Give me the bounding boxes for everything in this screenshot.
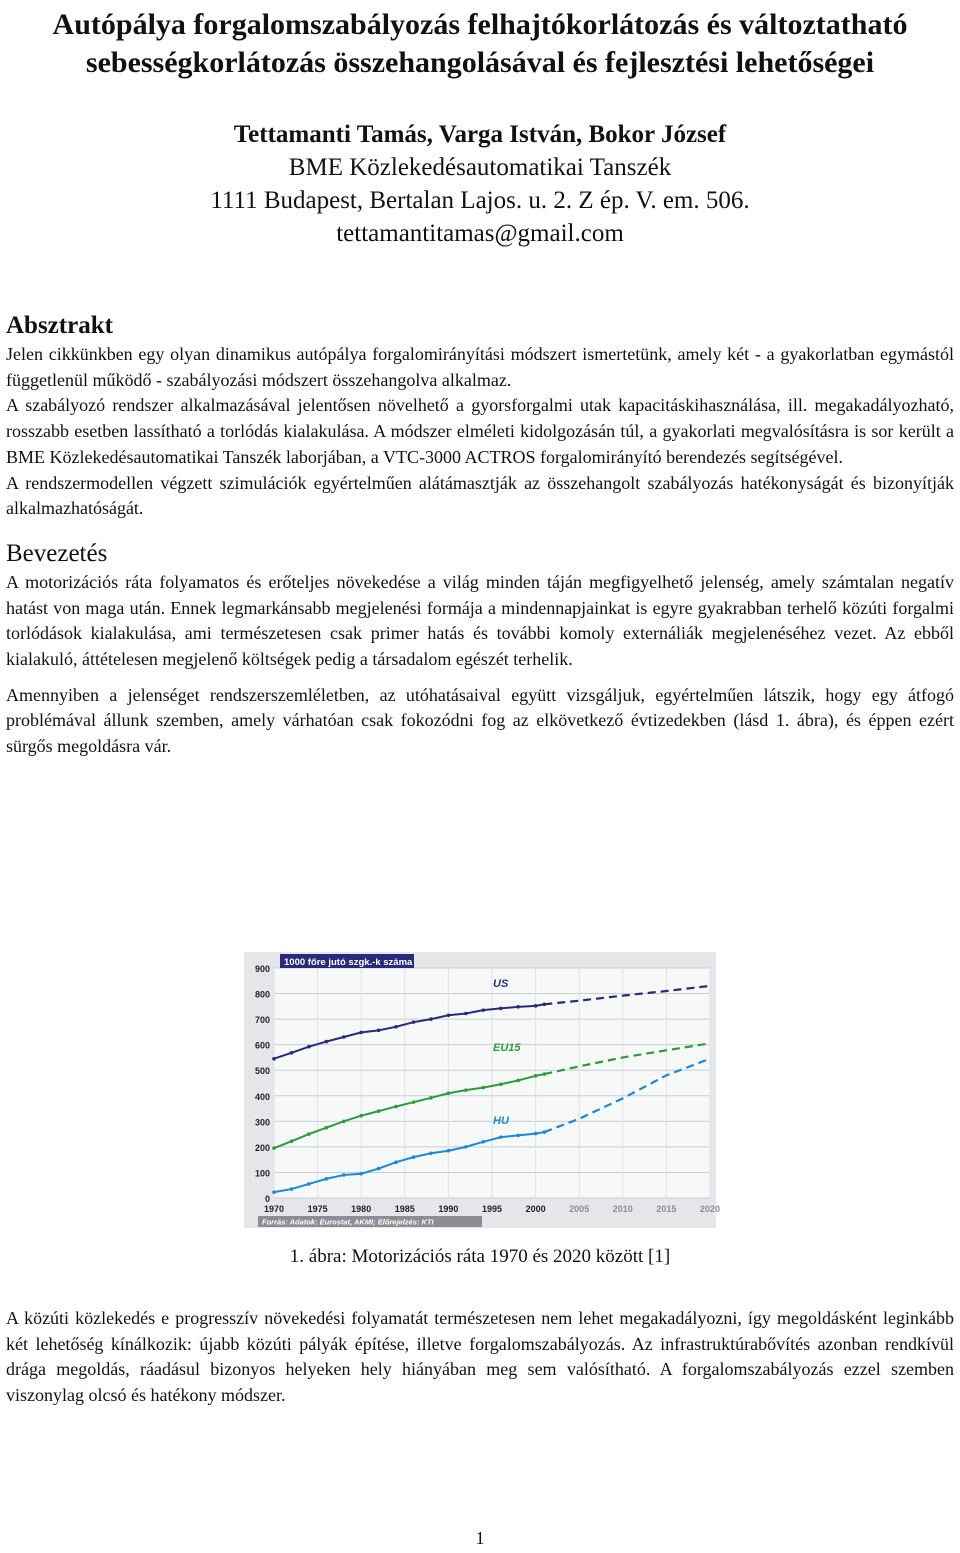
email: tettamantitamas@gmail.com: [336, 220, 624, 247]
x-tick-label: 2005: [569, 1204, 590, 1214]
page-number: 1: [475, 1528, 485, 1548]
body-continued: [6, 1306, 954, 1409]
x-tick-label: 2000: [525, 1204, 546, 1214]
y-tick-label: 300: [254, 1117, 270, 1128]
data-point: [499, 1135, 503, 1139]
x-tick-label: 1975: [307, 1204, 328, 1214]
x-tick-label: 1995: [481, 1204, 503, 1214]
y-tick-label: 0: [264, 1194, 270, 1204]
data-point: [359, 1114, 363, 1118]
data-point: [307, 1045, 311, 1049]
chart-svg: [244, 952, 721, 1228]
data-point: [464, 1145, 468, 1149]
intro-heading: Bevezetés: [6, 539, 108, 567]
series-label: HU: [493, 1114, 509, 1127]
address: 1111 Budapest, Bertalan Lajos. u. 2. Z ép. V. em. 506.: [210, 187, 750, 214]
x-tick-label: 1980: [351, 1204, 372, 1214]
data-point: [325, 1040, 329, 1044]
data-point: [481, 1140, 485, 1144]
data-point: [464, 1088, 468, 1092]
series-label: EU15: [493, 1042, 521, 1055]
data-point: [464, 1012, 468, 1016]
x-tick-label: 1990: [438, 1204, 459, 1214]
data-point: [325, 1177, 329, 1181]
data-point: [272, 1146, 276, 1150]
data-point: [394, 1160, 398, 1164]
body-paragraph: A közúti közlekedés e progresszív növekedési folyamatát természetesen nem lehet megakadályozni, így megoldásként leginkább két lehetőség kínálkozik: újabb közúti pályák építése, illetve forgalomszabályozás. Az infrastruktúrabővítés azonban rendkívül drága megoldás, ráadásul bizonyos helyeken hely hiányában meg sem valósítható. A forgalomszabályozás ezzel szemben viszonylag olcsó és hatékony módszer.: [6, 1308, 954, 1406]
intro-paragraph: Amennyiben a jelenséget rendszerszemléletben, az utóhatásaival együtt vizsgáljuk, egyértelműen látszik, hogy egy átfogó problémával állunk szemben, amely várhatóan csak fokozódni fog az elkövetkező évtizedekben (lásd 1. ábra), és éppen ezért sürgős megoldásra vár.: [6, 684, 954, 757]
data-point: [359, 1172, 363, 1176]
y-tick-label: 100: [254, 1168, 270, 1179]
intro-body: [6, 570, 954, 760]
abstract-paragraph: A rendszermodellen végzett szimulációk egyértelműen alátámasztják az összehangolt szabályozás hatékonyságát és bizonyítják alkalmazhatóságát.: [6, 472, 954, 519]
y-tick-label: 900: [254, 964, 270, 974]
abstract-heading: Absztrakt: [6, 312, 113, 339]
data-point: [342, 1173, 346, 1177]
data-point: [429, 1096, 433, 1100]
x-tick-label: 1985: [394, 1204, 415, 1214]
data-point: [534, 1132, 538, 1136]
data-point: [499, 1082, 503, 1086]
data-point: [481, 1008, 485, 1012]
x-tick-label: 2010: [612, 1204, 633, 1214]
data-point: [290, 1187, 294, 1191]
data-point: [447, 1013, 451, 1017]
data-point: [377, 1167, 381, 1171]
x-tick-label: 1970: [263, 1204, 285, 1214]
data-point: [272, 1057, 276, 1061]
data-point: [325, 1126, 329, 1130]
y-tick-label: 800: [254, 989, 270, 1000]
data-point: [429, 1017, 433, 1021]
data-point: [447, 1149, 451, 1153]
y-tick-label: 700: [254, 1015, 270, 1026]
intro-paragraph: A motorizációs ráta folyamatos és erőteljes növekedése a világ minden táján megfigyelhető jelenség, amely számtalan negatív hatást von maga után. Ennek legmarkánsabb megjelenési formája a mindennapjainkat is egyre gyakrabban terhelő közúti forgalmi torlódások kialakulása, ami természetesen csak primer hatás és további komoly externáliák megjelenéséhez vezet. Az ebből kialakuló, áttételesen megjelenő költségek pedig a társadalom egészét terhelik.: [6, 571, 954, 670]
data-point: [290, 1051, 294, 1055]
data-point: [359, 1031, 363, 1035]
data-point: [447, 1091, 451, 1095]
data-point: [412, 1100, 416, 1104]
y-tick-label: 600: [254, 1040, 270, 1051]
data-point: [394, 1025, 398, 1029]
data-point: [499, 1007, 503, 1011]
source-note: Forrás: Adatok: Eurostat, AKMI; Előrejelzés: KTI: [262, 1217, 434, 1227]
abstract-body: [6, 342, 954, 522]
chart-title: 1000 főre jutó szgk.-k száma: [284, 957, 413, 968]
author-names: Tettamanti Tamás, Varga István, Bokor József: [233, 121, 727, 148]
data-point: [377, 1029, 381, 1033]
y-tick-label: 200: [254, 1142, 270, 1153]
data-point: [534, 1004, 538, 1008]
y-tick-label: 400: [254, 1091, 270, 1102]
data-point: [481, 1086, 485, 1090]
figure-caption: 1. ábra: Motorizációs ráta 1970 és 2020 között [1]: [289, 1246, 671, 1267]
motorization-chart: [244, 952, 721, 1228]
series-label: US: [493, 978, 509, 991]
data-point: [429, 1151, 433, 1155]
x-tick-label: 2015: [656, 1204, 677, 1214]
author-block: [6, 118, 954, 250]
data-point: [342, 1120, 346, 1124]
data-point: [342, 1035, 346, 1039]
data-point: [516, 1134, 520, 1138]
data-point: [534, 1074, 538, 1078]
data-point: [412, 1020, 416, 1024]
paper-page: [6, 0, 954, 770]
abstract-paragraph: A szabályozó rendszer alkalmazásával jelentősen növelhető a gyorsforgalmi utak kapacitáskihasználása, ill. megakadályozható, rosszabb esetben lassítható a torlódás kialakulása. A módszer elméleti kidolgozásán túl, a gyakorlati megvalósításra is sor került a BME Közlekedésautomatikai Tanszék laborjában, a VTC-3000 ACTROS forgalomirányító berendezés segítségével.: [6, 395, 954, 467]
abstract-paragraph: Jelen cikkünkben egy olyan dinamikus autópálya forgalomirányítási módszert ismertetünk, amely két - a gyakorlatban egymástól függetlenül működő - szabályozási módszert összehangolva alkalmaz.: [6, 344, 954, 390]
x-tick-label: 2020: [699, 1204, 721, 1214]
data-point: [394, 1105, 398, 1109]
data-point: [272, 1190, 276, 1194]
y-tick-label: 500: [254, 1066, 270, 1077]
data-point: [516, 1079, 520, 1083]
data-point: [290, 1139, 294, 1143]
data-point: [412, 1155, 416, 1159]
data-point: [307, 1132, 311, 1136]
data-point: [516, 1005, 520, 1009]
affiliation: BME Közlekedésautomatikai Tanszék: [288, 154, 672, 181]
data-point: [307, 1182, 311, 1186]
data-point: [377, 1109, 381, 1113]
paper-title: Autópálya forgalomszabályozás felhajtókorlátozás és változtatható sebességkorlátozás összehangolásával és fejlesztési lehetőségei: [52, 8, 908, 79]
